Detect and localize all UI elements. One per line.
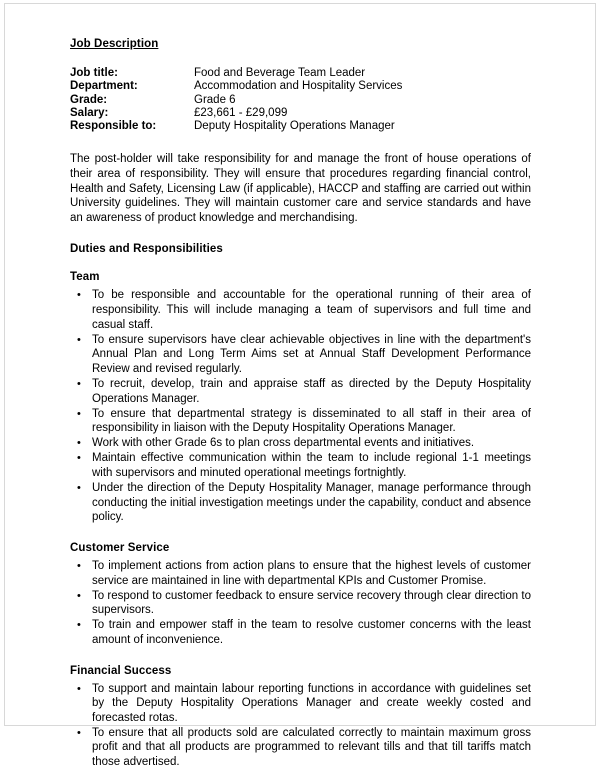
list-item: • Work with other Grade 6s to plan cross departmental events and initiatives. [70, 436, 531, 451]
bullet-list [70, 682, 531, 770]
list-item: • To ensure that all products sold are calculated correctly to maintain maximum gross profit and that all products are programmed to relevant tills and that till tariffs match those advertised. [70, 726, 531, 770]
job-detail-value: Deputy Hospitality Operations Manager [194, 120, 395, 133]
intro-paragraph: The post-holder will take responsibility for and manage the front of house operations of their area of responsibility. They will ensure that procedures regarding financial control, Health and Safety, Licensing Law (if applicable), HACCP and staffing are carried out within University guidelines. They will maintain customer care and service standards and have an awareness of product knowledge and merchandising. [70, 153, 531, 224]
job-detail-value: £23,661 - £29,099 [194, 106, 288, 119]
list-item: • To ensure supervisors have clear achievable objectives in line with the department's Annual Plan and Long Term Aims set at Annual Staff Development Performance Review and revised regularly. [70, 333, 531, 377]
duties-section [70, 541, 531, 648]
duties-heading: Duties and Responsibilities [70, 243, 223, 256]
duties-section [70, 664, 531, 770]
job-details-rows [70, 67, 402, 133]
list-item: • To recruit, develop, train and appraise staff as directed by the Deputy Hospitality Operations Manager. [70, 377, 531, 406]
page-title: Job Description [70, 38, 159, 50]
section-heading: Customer Service [70, 541, 170, 554]
job-detail-row [70, 67, 402, 80]
list-item: • To be responsible and accountable for the operational running of their area of responsibility. This will include managing a team of supervisors and full time and casual staff. [70, 288, 531, 332]
sections-container [70, 270, 531, 769]
bullet-list [70, 559, 531, 648]
list-item: • To ensure that departmental strategy is disseminated to all staff in their area of responsibility in liaison with the Deputy Hospitality Operations Manager. [70, 407, 531, 436]
list-item: • To respond to customer feedback to ensure service recovery through clear direction to supervisors. [70, 589, 531, 618]
job-detail-label: Job title: [70, 67, 118, 79]
job-detail-row [70, 120, 402, 133]
list-item: • To train and empower staff in the team to resolve customer concerns with the least amount of inconvenience. [70, 618, 531, 647]
job-detail-label: Responsible to: [70, 120, 157, 133]
document-body [70, 37, 531, 770]
job-detail-label: Salary: [70, 106, 109, 119]
document-page [4, 3, 596, 768]
job-detail-value: Food and Beverage Team Leader [194, 67, 366, 79]
bullet-list [70, 288, 531, 525]
job-detail-label: Grade: [70, 93, 108, 106]
job-detail-label: Department: [70, 80, 138, 93]
duties-section [70, 270, 531, 525]
list-item: • Maintain effective communication within the team to include regional 1-1 meetings with supervisors and minuted operational meetings fortnightly. [70, 451, 531, 480]
job-detail-value: Accommodation and Hospitality Services [194, 80, 403, 93]
job-detail-row [70, 107, 402, 120]
job-detail-row [70, 94, 402, 107]
section-heading: Financial Success [70, 664, 172, 677]
job-details-table [70, 67, 402, 133]
job-detail-row [70, 80, 402, 93]
job-detail-value: Grade 6 [194, 93, 236, 106]
section-heading: Team [70, 271, 100, 284]
list-item: • To support and maintain labour reporting functions in accordance with guidelines set by the Deputy Hospitality Operations Manager and create weekly costed and forecasted rotas. [70, 682, 531, 726]
list-item: • To implement actions from action plans to ensure that the highest levels of customer service are maintained in line with departmental KPIs and Customer Promise. [70, 559, 531, 588]
list-item: • Under the direction of the Deputy Hospitality Manager, manage performance through conducting the initial investigation meetings under the capability, conduct and absence policy. [70, 481, 531, 525]
